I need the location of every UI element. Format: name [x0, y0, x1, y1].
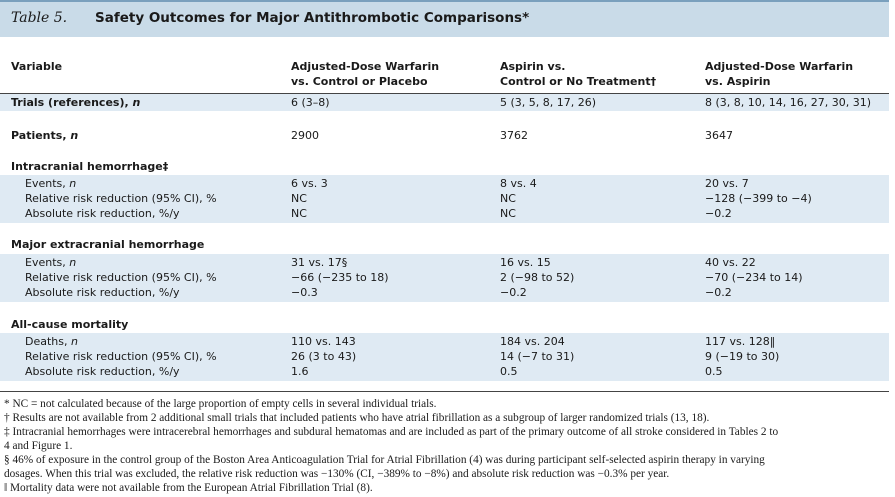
table-cell: NC [500, 192, 516, 205]
table-cell: 31 vs. 17§ [291, 256, 348, 269]
section-heading-mortality: All-cause mortality [11, 318, 129, 331]
table-cell: 14 (−7 to 31) [500, 350, 575, 363]
table-cell: 0.5 [500, 365, 518, 378]
table-cell: 9 (−19 to 30) [705, 350, 780, 363]
section-heading-ich: Intracranial hemorrhage‡ [11, 160, 169, 173]
table-cell: −0.3 [291, 286, 318, 299]
table-cell: NC [500, 207, 516, 220]
footnote: * NC = not calculated because of the large proportion of empty cells in several individual trials. [4, 398, 437, 410]
table-cell: 184 vs. 204 [500, 335, 565, 348]
footnote: § 46% of exposure in the control group of the Boston Area Anticoagulation Trial for Atrial Fibrillation (4) was during participant self-selected aspirin therapy in varying [4, 454, 765, 466]
table-cell: −0.2 [705, 286, 732, 299]
col-header-variable: Variable [11, 60, 63, 73]
table-cell: −0.2 [705, 207, 732, 220]
table-cell: 2900 [291, 129, 319, 142]
row-label-rrr: Relative risk reduction (95% CI), % [25, 192, 217, 205]
table-cell: 110 vs. 143 [291, 335, 356, 348]
table-cell: 5 (3, 5, 8, 17, 26) [500, 96, 597, 109]
footnote: † Results are not available from 2 additional small trials that included patients who have atrial fibrillation as a subgroup of larger randomized trials (13, 18). [4, 412, 710, 424]
row-label-rrr: Relative risk reduction (95% CI), % [25, 350, 217, 363]
table-cell: NC [291, 207, 307, 220]
table-cell: −0.2 [500, 286, 527, 299]
table-cell: 26 (3 to 43) [291, 350, 357, 363]
table-cell: 6 vs. 3 [291, 177, 328, 190]
section-heading-major-extracranial: Major extracranial hemorrhage [11, 238, 205, 251]
row-label-arr: Absolute risk reduction, %/y [25, 207, 180, 220]
table-cell: 8 vs. 4 [500, 177, 537, 190]
table-cell: −70 (−234 to 14) [705, 271, 803, 284]
table-cell: 3647 [705, 129, 733, 142]
table-number: Table 5. [11, 10, 68, 26]
table-cell: 40 vs. 22 [705, 256, 756, 269]
row-label-arr: Absolute risk reduction, %/y [25, 365, 180, 378]
footnote: 4 and Figure 1. [4, 440, 73, 452]
row-label-events: Events, n [25, 177, 77, 190]
table-title: Safety Outcomes for Major Antithrombotic Comparisons* [95, 10, 530, 26]
table-cell: 16 vs. 15 [500, 256, 551, 269]
table-cell: 20 vs. 7 [705, 177, 749, 190]
row-label-trials: Trials (references), n [11, 96, 141, 109]
row-label-events: Events, n [25, 256, 77, 269]
table-cell: 1.6 [291, 365, 309, 378]
table-cell: 0.5 [705, 365, 723, 378]
table-cell: NC [291, 192, 307, 205]
row-label-patients: Patients, n [11, 129, 79, 142]
table-title-bar [0, 0, 889, 37]
row-label-deaths: Deaths, n [25, 335, 78, 348]
table-cell: 2 (−98 to 52) [500, 271, 575, 284]
col-header-warfarin-control: Adjusted-Dose Warfarin vs. Control or Placebo [291, 60, 440, 88]
table-cell: −128 (−399 to −4) [705, 192, 812, 205]
table-cell: 6 (3–8) [291, 96, 330, 109]
table-cell: −66 (−235 to 18) [291, 271, 389, 284]
footnote: ‖ Mortality data were not available from the European Atrial Fibrillation Trial (8). [4, 482, 373, 494]
table-bottom-rule [0, 391, 889, 392]
row-label-arr: Absolute risk reduction, %/y [25, 286, 180, 299]
col-header-aspirin-control: Aspirin vs. Control or No Treatment† [500, 60, 657, 88]
row-label-rrr: Relative risk reduction (95% CI), % [25, 271, 217, 284]
table-cell: 117 vs. 128‖ [705, 335, 776, 348]
col-header-warfarin-aspirin: Adjusted-Dose Warfarin vs. Aspirin [705, 60, 854, 88]
footnote: dosages. When this trial was excluded, the relative risk reduction was −130% (CI, −389% to −8%) and absolute risk reduction was −0.3% per year. [4, 468, 670, 480]
table-cell: 8 (3, 8, 10, 14, 16, 27, 30, 31) [705, 96, 872, 109]
table-cell: 3762 [500, 129, 528, 142]
footnote: ‡ Intracranial hemorrhages were intracerebral hemorrhages and subdural hematomas and are included as part of the primary outcome of all stroke considered in Tables 2 to [4, 426, 779, 438]
